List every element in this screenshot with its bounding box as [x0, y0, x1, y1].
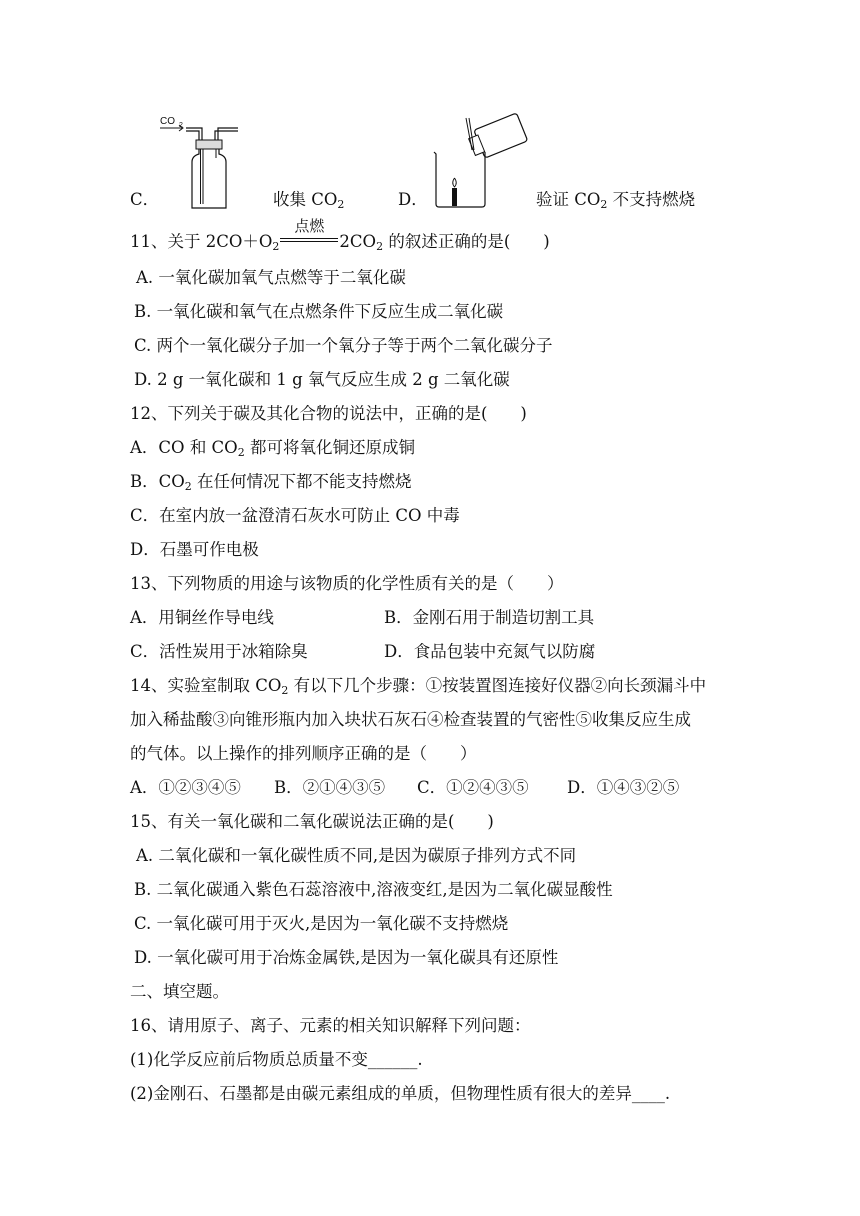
q11-stem: 11、关于 $2CO+O_2$ 点燃 $2CO_2$ 的叙述正确的是( ): [130, 217, 550, 253]
q12-option-c: C．在室内放一盆澄清石灰水可防止 CO 中毒: [130, 506, 460, 525]
option-d-label: D．: [398, 190, 428, 209]
q14-option-b: B．②①④③⑤: [274, 778, 386, 797]
q14-option-d: D．①④③②⑤: [567, 778, 680, 797]
q13-option-d: D．食品包装中充氮气以防腐: [384, 642, 596, 661]
q13-stem: 13、下列物质的用途与该物质的化学性质有关的是（ ）: [130, 574, 564, 593]
figure-c-caption: 收集 $CO_2$: [273, 190, 345, 211]
q12-option-b: B．$CO_2$ 在任何情况下都不能支持燃烧: [130, 472, 412, 493]
q11-option-d: D. 2 g 一氧化碳和 1 g 氧气反应生成 2 g 二氧化碳: [134, 370, 510, 389]
q16-stem: 16、请用原子、离子、元素的相关知识解释下列问题：: [130, 1016, 531, 1035]
figure-d-caption: 验证 $CO_2$ 不支持燃烧: [536, 190, 696, 211]
q14-option-a: A．①②③④⑤: [130, 778, 241, 797]
q14-stem-line3: 的气体。以上操作的排列顺序正确的是（ ）: [130, 744, 477, 763]
q13-option-c: C．活性炭用于冰箱除臭: [130, 642, 308, 661]
q15-option-d: D. 一氧化碳可用于冶炼金属铁,是因为一氧化碳具有还原性: [134, 948, 559, 967]
q15-option-b: B. 二氧化碳通入紫色石蕊溶液中,溶液变红,是因为二氧化碳显酸性: [134, 880, 613, 899]
reaction-arrow: 点燃: [280, 229, 338, 249]
q15-option-c: C. 一氧化碳可用于灭火,是因为一氧化碳不支持燃烧: [134, 914, 509, 933]
q11-option-a: A. 一氧化碳加氧气点燃等于二氧化碳: [136, 268, 406, 287]
option-c-label: C．: [130, 190, 160, 209]
q16-part-1: (1)化学反应前后物质总质量不变______.: [130, 1050, 423, 1069]
q13-option-b: B．金刚石用于制造切割工具: [384, 608, 595, 627]
q15-stem: 15、有关一氧化碳和二氧化碳说法正确的是( ): [130, 812, 494, 831]
q12-stem: 12、下列关于碳及其化合物的说法中，正确的是( ): [130, 404, 527, 423]
q14-option-c: C．①②④③⑤: [417, 778, 529, 797]
beaker-candle-diagram: [428, 112, 530, 210]
q15-option-a: A. 二氧化碳和一氧化碳性质不同,是因为碳原子排列方式不同: [136, 846, 577, 865]
diagram-co2-sub: 2: [179, 122, 183, 129]
q12-option-a: A．CO 和 $CO_2$ 都可将氧化铜还原成铜: [130, 438, 415, 459]
q16-part-2: (2)金刚石、石墨都是由碳元素组成的单质，但物理性质有很大的差异____.: [130, 1084, 671, 1103]
q14-stem-line1: 14、实验室制取 $CO_2$ 有以下几个步骤：①按装置图连接好仪器②向长颈漏斗中: [130, 676, 707, 697]
q11-option-c: C. 两个一氧化碳分子加一个氧分子等于两个二氧化碳分子: [134, 336, 553, 355]
q13-option-a: A．用铜丝作导电线: [130, 608, 274, 627]
diagram-co2-text: CO: [160, 116, 175, 127]
q12-option-d: D．石墨可作电极: [130, 540, 259, 559]
gas-collection-bottle-diagram: [158, 112, 240, 212]
q14-stem-line2: 加入稀盐酸③向锥形瓶内加入块状石灰石④检查装置的气密性⑤收集反应生成: [130, 710, 691, 729]
section-title-fill-in: 二、填空题。: [130, 982, 229, 1001]
q11-option-b: B. 一氧化碳和氧气在点燃条件下反应生成二氧化碳: [134, 302, 504, 321]
